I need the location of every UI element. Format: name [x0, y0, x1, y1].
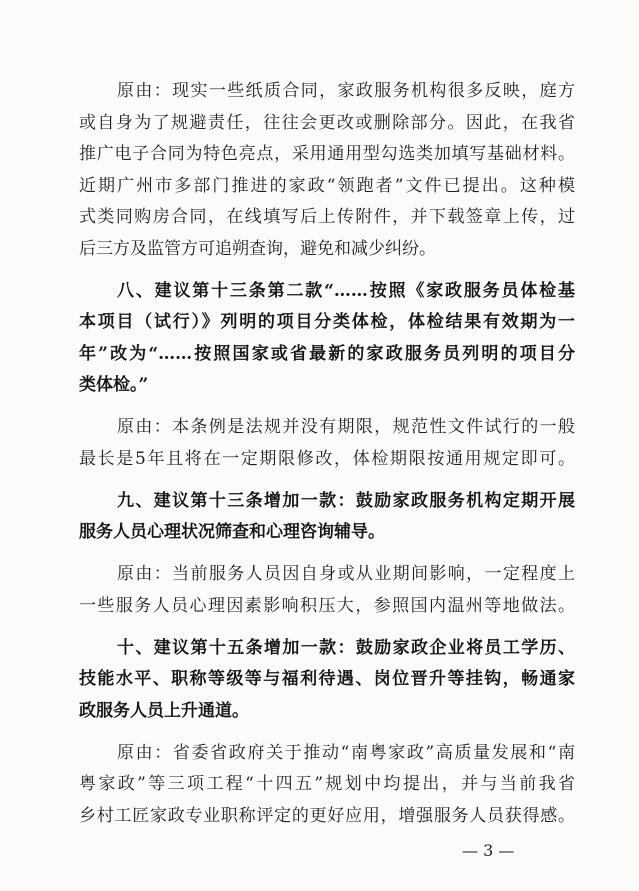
text-line: 原由：当前服务人员因自身或从业期间影响，一定程度上: [117, 564, 575, 584]
text-line: 一些服务人员心理因素影响积压大，参照国内温州等地做法。: [79, 595, 575, 616]
text-line: 近期广州市多部门推进的家政“领跑者”文件已提出。这种模: [79, 175, 575, 196]
text-line: 十、建议第十五条增加一款：鼓励家政企业将员工学历、: [117, 637, 575, 658]
page-number: — 3 —: [462, 841, 515, 860]
text-line: 八、建议第十三条第二款“……按照《家政服务员体检基: [117, 280, 575, 301]
text-line: 本项目（试行）》列明的项目分类体检，体检结果有效期为一: [79, 312, 575, 332]
text-line: 服务人员心理状况筛查和心理咨询辅导。: [79, 522, 385, 542]
text-line: 九、建议第十三条增加一款：鼓励家政服务机构定期开展: [117, 490, 575, 511]
text-line: 政服务人员上升通道。: [79, 700, 249, 721]
text-line: 原由：省委省政府关于推动“南粤家政”高质量发展和“南: [117, 742, 575, 763]
proposal-paragraph: [79, 633, 575, 728]
text-line: 原由：本条例是法规并没有期限，规范性文件试行的一般: [117, 417, 575, 437]
text-line: 粤家政”等三项工程“十四五”规划中均提出，并与当前我省: [79, 774, 575, 794]
proposal-paragraph: [79, 276, 575, 402]
text-line: 原由：现实一些纸质合同，家政服务机构很多反映，庭方: [117, 81, 575, 101]
text-line: 或自身为了规避责任，往往会更改或删除部分。因此，在我省: [79, 112, 575, 133]
text-line: 乡村工匠家政专业职称评定的更好应用，增强服务人员获得感。: [79, 805, 575, 826]
text-line: 技能水平、职称等级等与福利待遇、岗位晋升等挂钩，畅通家: [79, 669, 575, 689]
reason-paragraph: [79, 559, 575, 622]
reason-paragraph: [79, 76, 575, 265]
text-line: 式类同购房合同，在线填写后上传附件，并下载签章上传，过: [79, 207, 575, 227]
reason-paragraph: [79, 738, 575, 833]
text-line: 推广电子合同为特色亮点，采用通用型勾选类加填写基础材料。: [79, 144, 575, 164]
reason-paragraph: [79, 412, 575, 475]
proposal-paragraph: [79, 486, 575, 549]
text-line: 类体检。”: [79, 375, 149, 395]
document-body: [79, 76, 575, 843]
text-line: 年”改为“……按照国家或省最新的家政服务员列明的项目分: [79, 343, 575, 364]
text-line: 后三方及监管方可追朔查询，避免和减少纠纷。: [79, 238, 436, 259]
text-line: 最长是5年且将在一定期限修改，体检期限按通用规定即可。: [79, 448, 575, 469]
